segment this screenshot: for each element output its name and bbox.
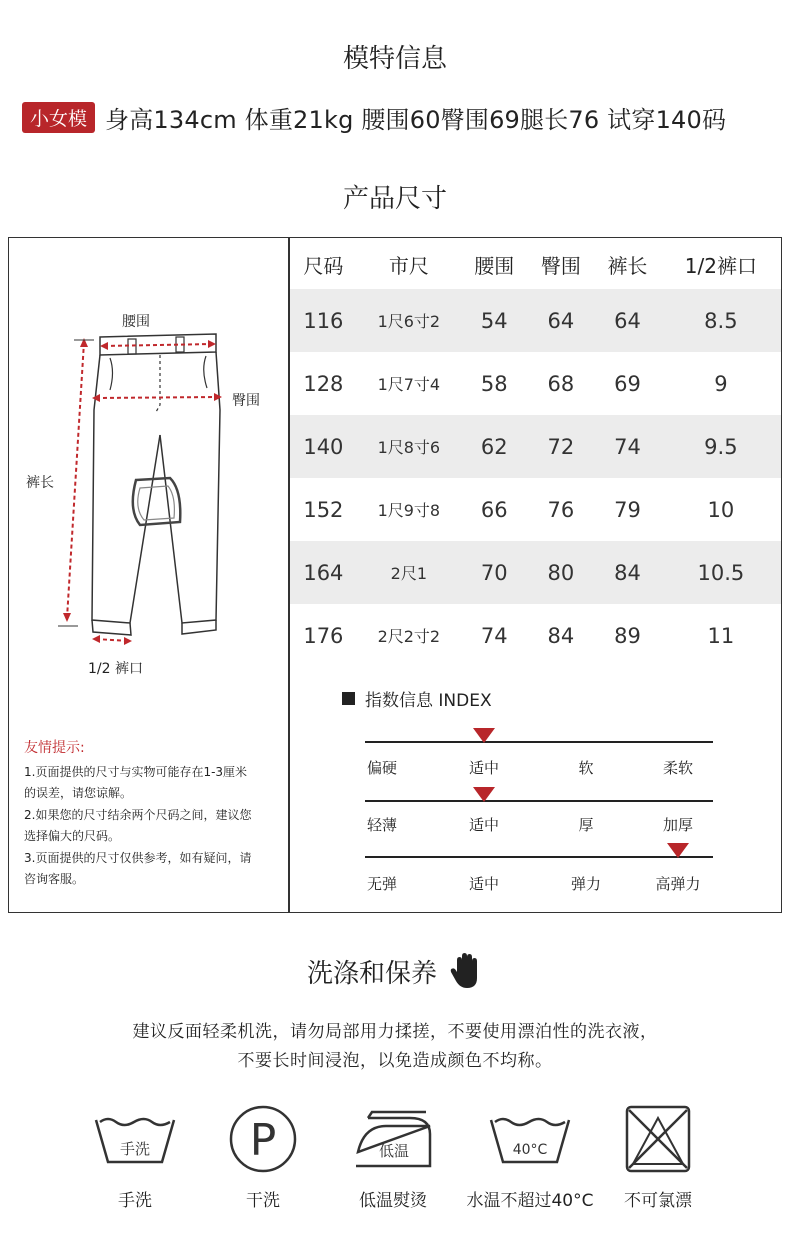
cell-hip: 76 [547, 497, 575, 522]
header-hip: 臀围 [540, 253, 581, 278]
cell-waist: 54 [461, 289, 528, 352]
tips-line: 咨询客服。 [24, 872, 85, 886]
cell-half-hem: 10 [707, 497, 735, 522]
index-marker-icon [473, 787, 495, 802]
cell-size: 164 [290, 541, 357, 604]
tips-line: 选择偏大的尺码。 [24, 829, 121, 843]
waist-label: 腰围 [122, 314, 150, 330]
care-label: 手洗 [118, 1191, 152, 1211]
cell-size: 128 [303, 371, 344, 396]
cell-length: 84 [594, 541, 661, 604]
index-label: 偏硬 [366, 759, 397, 777]
cell-waist: 70 [461, 541, 528, 604]
index-label: 厚 [578, 816, 594, 834]
model-tag: 小女模 [22, 102, 95, 133]
length-label: 裤长 [26, 475, 54, 491]
cell-waist: 74 [480, 623, 508, 648]
product-size-title: 产品尺寸 [342, 184, 447, 214]
hem-label: 1/2 裤口 [88, 661, 143, 677]
index-marker-icon [667, 843, 689, 858]
water-temp-icon [487, 1104, 573, 1174]
header-shichi: 市尺 [388, 253, 429, 278]
low-iron-icon [350, 1104, 436, 1174]
cell-waist: 58 [480, 371, 508, 396]
table-row [290, 352, 781, 415]
index-marker-icon [473, 728, 495, 743]
low-iron-icon-text: 低温 [378, 1142, 410, 1160]
tips-line: 3.页面提供的尺寸仅供参考，如有疑问，请 [24, 850, 252, 865]
dry-clean-icon [220, 1104, 306, 1174]
hand-wash-icon [92, 1104, 178, 1174]
dry-clean-icon-text: P [249, 1115, 277, 1166]
size-table [290, 239, 781, 667]
care-text-line-2: 不要长时间浸泡，以免造成颜色不均称。 [237, 1051, 553, 1071]
model-info-title: 模特信息 [342, 44, 447, 74]
cell-hip: 80 [528, 541, 595, 604]
care-title-row [0, 952, 790, 990]
hand-icon [449, 952, 483, 990]
cell-shichi: 1尺9寸8 [377, 501, 441, 520]
table-row [290, 415, 781, 478]
care-label: 干洗 [246, 1191, 280, 1211]
cell-size: 116 [290, 289, 357, 352]
model-info-line [22, 100, 726, 134]
cell-shichi: 1尺7寸4 [377, 375, 441, 394]
tips-line: 2.如果您的尺寸结余两个尺码之间，建议您 [24, 807, 252, 822]
cell-shichi: 2尺2寸2 [377, 627, 441, 646]
care-label: 水温不超过40°C [466, 1191, 594, 1211]
care-title: 洗涤和保养 [306, 958, 437, 989]
hip-label: 臀围 [232, 393, 260, 409]
care-text-line-1: 建议反面轻柔机洗，请勿局部用力揉搓，不要使用漂泊性的洗衣液， [132, 1022, 658, 1042]
index-label: 高弹力 [655, 875, 701, 893]
model-info-text: 身高134cm 体重21kg 腰围60臀围69腿长76 试穿140码 [105, 105, 727, 134]
index-scale-line [365, 856, 713, 858]
cell-half-hem: 9.5 [661, 415, 781, 478]
table-row [290, 478, 781, 541]
square-bullet-icon [342, 692, 355, 705]
index-label: 加厚 [662, 816, 693, 834]
hand-wash-icon-text: 手洗 [119, 1140, 151, 1158]
index-label: 适中 [468, 759, 499, 777]
cell-hip: 68 [547, 371, 575, 396]
cell-hip: 64 [528, 289, 595, 352]
cell-shichi: 2尺1 [357, 541, 461, 604]
header-size: 尺码 [303, 253, 344, 278]
care-label: 低温熨烫 [359, 1191, 427, 1211]
table-row [290, 289, 781, 352]
index-title: 指数信息 INDEX [365, 691, 492, 711]
cell-waist: 62 [461, 415, 528, 478]
index-label: 轻薄 [366, 816, 397, 834]
table-row [290, 604, 781, 667]
tips-line: 的误差，请您谅解。 [24, 786, 133, 800]
table-row [290, 541, 781, 604]
cell-waist: 66 [480, 497, 508, 522]
pants-diagram [20, 300, 280, 680]
cell-size: 176 [303, 623, 344, 648]
header-length: 裤长 [607, 253, 648, 278]
water-temp-icon-text: 40°C [512, 1142, 548, 1158]
cell-size: 152 [303, 497, 344, 522]
no-bleach-icon [615, 1104, 701, 1174]
index-label: 无弹 [366, 875, 397, 893]
cell-shichi: 1尺6寸2 [357, 289, 461, 352]
index-scale-line [365, 741, 713, 743]
index-label: 柔软 [662, 759, 693, 777]
care-label: 不可氯漂 [624, 1191, 692, 1211]
size-table-header-row [290, 239, 781, 289]
cell-length: 69 [614, 371, 641, 396]
index-scale-line [365, 800, 713, 802]
index-heading [342, 686, 492, 711]
cell-half-hem: 10.5 [661, 541, 781, 604]
cell-shichi: 1尺8寸6 [357, 415, 461, 478]
index-label: 适中 [468, 816, 499, 834]
cell-half-hem: 8.5 [661, 289, 781, 352]
index-label: 弹力 [570, 875, 601, 893]
tips-line: 1.页面提供的尺寸与实物可能存在1-3厘米 [24, 764, 248, 779]
index-label: 适中 [468, 875, 499, 893]
cell-length: 64 [594, 289, 661, 352]
index-label: 软 [578, 759, 594, 777]
cell-hip: 84 [547, 623, 575, 648]
tips-title: 友情提示: [24, 740, 85, 756]
header-half-hem: 1/2裤口 [684, 253, 757, 278]
friendly-tips [24, 738, 284, 891]
cell-hip: 72 [528, 415, 595, 478]
cell-size: 140 [290, 415, 357, 478]
header-waist: 腰围 [474, 253, 515, 278]
cell-length: 89 [614, 623, 641, 648]
cell-half-hem: 9 [714, 371, 728, 396]
cell-length: 74 [594, 415, 661, 478]
cell-half-hem: 11 [707, 623, 735, 648]
cell-length: 79 [614, 497, 641, 522]
